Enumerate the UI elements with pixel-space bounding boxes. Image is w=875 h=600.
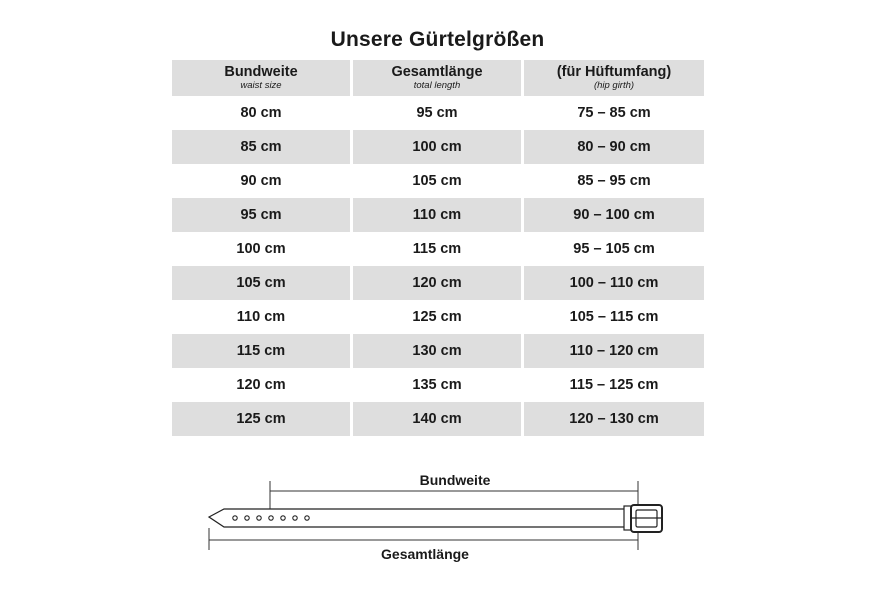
cell-waist: 85 cm: [172, 130, 350, 164]
cell-total: 135 cm: [412, 377, 462, 393]
cell-total: 130 cm: [353, 334, 521, 368]
cell-waist: 105 cm: [172, 266, 350, 300]
cell-hip: 115 – 125 cm: [569, 377, 659, 393]
belt-hole: [305, 516, 309, 520]
cell-hip: 85 – 95 cm: [577, 173, 651, 189]
cell-hip: 90 – 100 cm: [524, 198, 704, 232]
header-hip-label: (für Hüftumfang): [556, 64, 672, 80]
cell-waist: 110 cm: [236, 309, 286, 325]
cell-hip: 75 – 85 cm: [577, 105, 651, 121]
cell-total: 125 cm: [412, 309, 462, 325]
cell-hip: 95 – 105 cm: [573, 241, 655, 257]
cell-waist: 125 cm: [172, 402, 350, 436]
cell-waist: 115 cm: [172, 334, 350, 368]
cell-total: 105 cm: [412, 173, 462, 189]
belt-hole: [269, 516, 273, 520]
cell-total: 95 cm: [416, 105, 458, 121]
header-hip-sub: (hip girth): [593, 80, 635, 91]
header-total-sub: total length: [413, 80, 461, 91]
cell-hip: 120 – 130 cm: [524, 402, 704, 436]
belt-hole: [233, 516, 237, 520]
belt-hole: [245, 516, 249, 520]
header-total-label: Gesamtlänge: [391, 64, 483, 80]
page-title: Unsere Gürtelgrößen: [330, 28, 545, 51]
cell-waist: 80 cm: [240, 105, 282, 121]
cell-total: 115 cm: [412, 241, 462, 257]
cell-hip: 110 – 120 cm: [524, 334, 704, 368]
cell-hip: 100 – 110 cm: [524, 266, 704, 300]
header-waist-label: Bundweite: [224, 64, 298, 80]
total-dimension-label: Gesamtlänge: [381, 546, 469, 562]
belt-hole: [257, 516, 261, 520]
cell-waist: 95 cm: [172, 198, 350, 232]
header-waist-sub: waist size: [240, 80, 282, 91]
cell-hip: 105 – 115 cm: [569, 309, 659, 325]
belt-hole: [293, 516, 297, 520]
cell-total: 100 cm: [353, 130, 521, 164]
cell-total: 140 cm: [353, 402, 521, 436]
cell-waist: 90 cm: [240, 173, 282, 189]
cell-total: 110 cm: [353, 198, 521, 232]
waist-dimension-label: Bundweite: [419, 472, 491, 488]
cell-total: 120 cm: [353, 266, 521, 300]
cell-waist: 100 cm: [236, 241, 286, 257]
cell-hip: 80 – 90 cm: [524, 130, 704, 164]
belt-hole: [281, 516, 285, 520]
cell-waist: 120 cm: [236, 377, 286, 393]
